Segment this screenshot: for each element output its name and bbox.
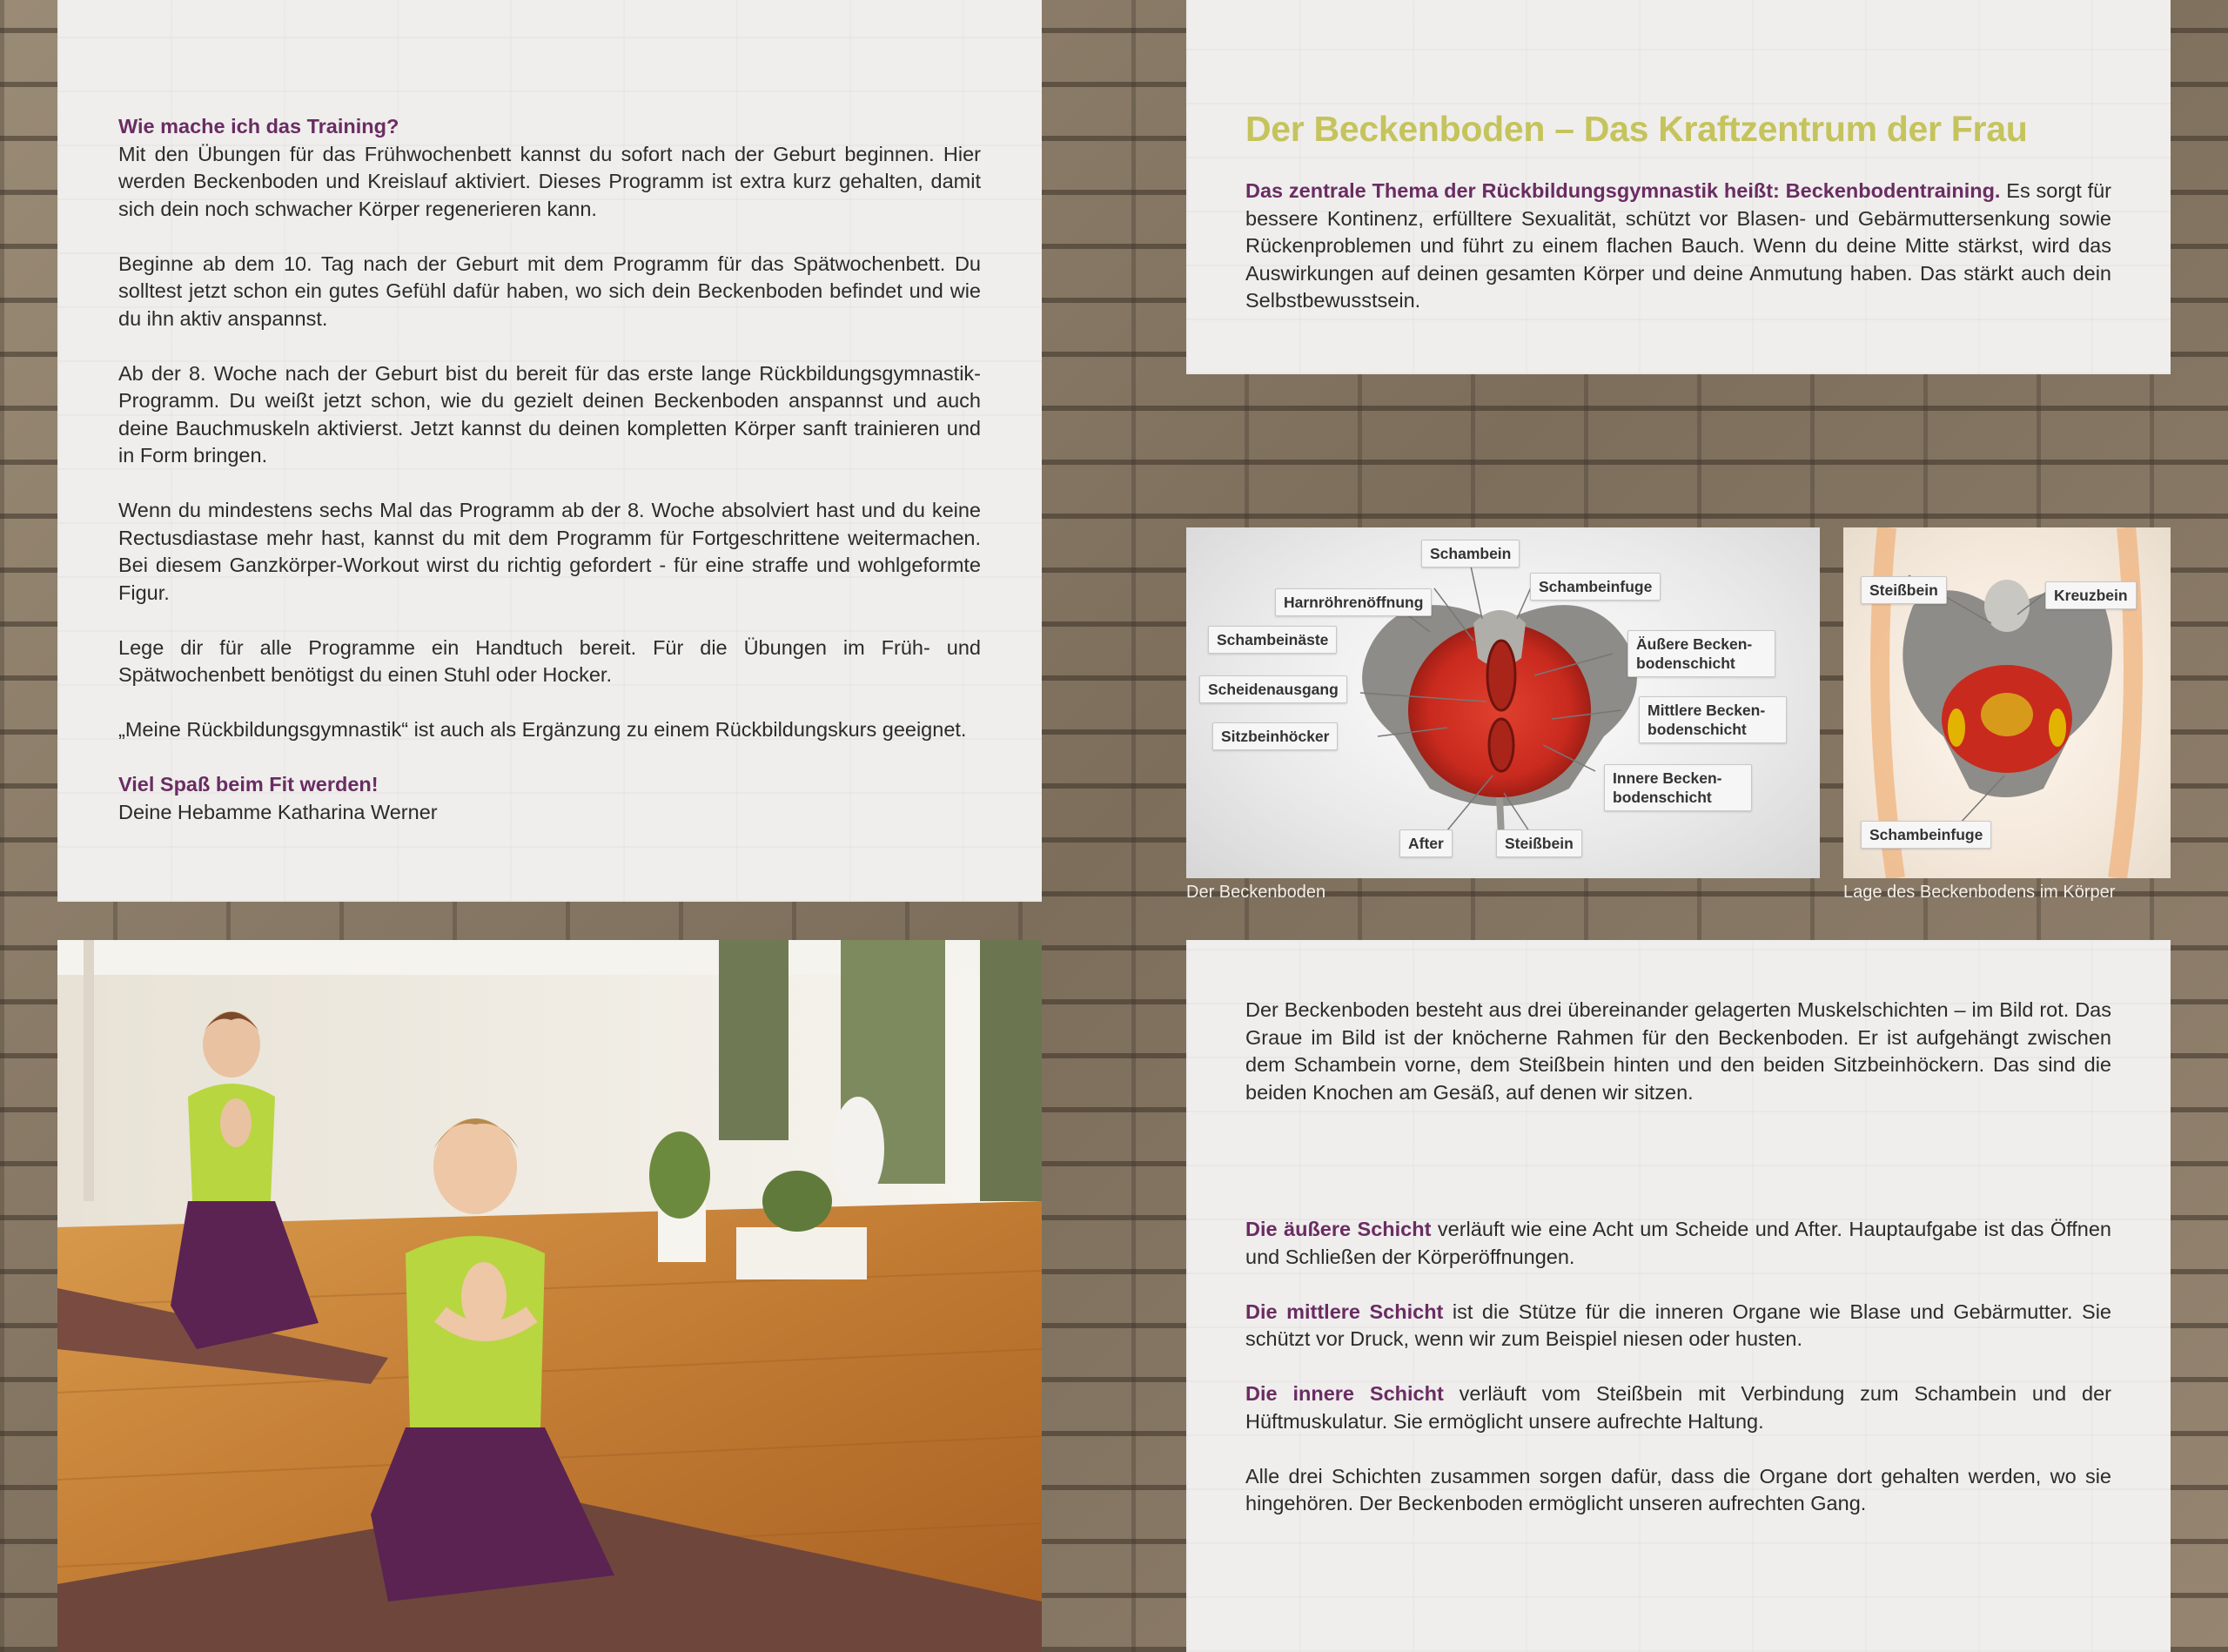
yoga-photo-illustration: [57, 940, 1042, 1652]
label-aeussere-schicht: Äußere Becken-bodenschicht: [1627, 630, 1775, 677]
intro-text-panel: [57, 0, 1042, 902]
pelvic-floor-diagram: [1186, 527, 1820, 878]
lead-text: Es sorgt für bessere Kontinenz, erfülltere Sexualität, schützt vor Blasen- und Gebärmuttersenkung sowie Rückenproblemen und führt zu einem flachen Bauch. Wenn du deine Mitte stärkst, wird das Auswirkungen auf deinen gesamten Körper und deine Anmutung haben. Das stärkt auch dein Selbstbewusstsein.: [1245, 179, 2111, 312]
label-after: After: [1399, 829, 1453, 857]
label-schambeinfuge-body: Schambeinfuge: [1861, 821, 1991, 849]
lead-sentence: Das zentrale Thema der Rückbildungsgymnastik heißt: Beckenbodentraining.: [1245, 179, 2001, 202]
layer-term: Die mittlere Schicht: [1245, 1299, 1444, 1323]
paragraph: Beginne ab dem 10. Tag nach der Geburt mit dem Programm für das Spätwochenbett. Du solltest jetzt schon ein gutes Gefühl dafür haben, wo sich dein Beckenboden befindet und wie du ihn aktiv anspannst.: [118, 252, 981, 330]
signature: Deine Hebamme Katharina Werner: [118, 800, 438, 823]
layer-term: Die äußere Schicht: [1245, 1218, 1432, 1240]
paragraph: Ab der 8. Woche nach der Geburt bist du bereit für das erste lange Rückbildungsgymnastik-Programm. Du weißt jetzt schon, wie du gezielt deinen Beckenboden anspannst und auch deine Bauchmuskeln aktivierst. Jetzt kannst du deinen kompletten Körper sanft trainieren und in Form bringen.: [118, 361, 981, 467]
layer-paragraph: [1245, 1299, 2111, 1353]
label-scheidenausgang: Scheidenausgang: [1199, 675, 1347, 703]
paragraph: „Meine Rückbildungsgymnastik“ ist auch als Ergänzung zu einem Rückbildungskurs geeignet.: [118, 718, 967, 741]
pelvis-in-body-diagram: [1843, 527, 2171, 878]
label-kreuzbein: Kreuzbein: [2045, 581, 2137, 609]
layer-paragraph: [1245, 1216, 2111, 1271]
layer-text: verläuft vom Steißbein mit Verbindung zum Schambein und der Hüftmuskulatur. Sie ermöglicht unsere aufrechte Haltung.: [1245, 1382, 2112, 1433]
intro-text: [118, 113, 981, 826]
label-steissbein: Steißbein: [1496, 829, 1582, 857]
layer-term: Die innere Schicht: [1245, 1382, 1444, 1405]
figure-caption: Der Beckenboden: [1186, 883, 1326, 902]
label-innere-schicht: Innere Becken-bodenschicht: [1604, 764, 1752, 811]
yoga-photo: [57, 940, 1042, 1652]
layer-paragraph: [1245, 1380, 2111, 1435]
label-schambeinfuge: Schambeinfuge: [1530, 573, 1661, 601]
label-mittlere-schicht: Mittlere Becken-bodenschicht: [1639, 696, 1787, 743]
paragraph: Lege dir für alle Programme ein Handtuch bereit. Für die Übungen im Früh- und Spätwochenbett benötigst du einen Stuhl oder Hocker.: [118, 635, 981, 686]
paragraph: Alle drei Schichten zusammen sorgen dafür, dass die Organe dort gehalten werden, wo sie hingehören. Der Beckenboden ermöglicht unseren aufrechten Gang.: [1245, 1464, 2111, 1514]
page-title: Der Beckenboden – Das Kraftzentrum der Frau: [1245, 109, 2028, 149]
paragraph: Der Beckenboden besteht aus drei übereinander gelagerten Muskelschichten – im Bild rot. Das Graue im Bild ist der knöcherne Rahmen für den Beckenboden. Er ist aufgehängt zwischen dem Schambein vorne, dem Steißbein hinten und den beiden Sitzbeinhöckern. Das sind die beiden Knochen am Gesäß, auf denen wir sitzen.: [1245, 998, 2111, 1104]
label-harnroehrenoeffnung: Harnröhrenöffnung: [1275, 588, 1432, 616]
beckenboden-intro-panel: [1186, 0, 2171, 374]
paragraph: Mit den Übungen für das Frühwochenbett kannst du sofort nach der Geburt beginnen. Hier werden Beckenboden und Kreislauf aktiviert. Dieses Programm ist extra kurz gehalten, damit sich dein noch schwacher Körper regenerieren kann.: [118, 142, 981, 220]
label-sitzbeinhoecker: Sitzbeinhöcker: [1212, 722, 1338, 750]
label-schambein: Schambein: [1421, 540, 1520, 567]
figure-caption: Lage des Beckenbodens im Körper: [1843, 883, 2116, 902]
closing-line: Viel Spaß beim Fit werden!: [118, 773, 379, 796]
paragraph: Wenn du mindestens sechs Mal das Programm ab der 8. Woche absolviert hast und du keine Rectusdiastase mehr hast, kannst du mit dem Programm für Fortgeschrittene weitermachen. Bei diesem Ganzkörper-Workout wirst du richtig gefordert - für eine straffe und wohlgeformte Figur.: [118, 499, 981, 604]
layers-text: [1245, 997, 2111, 1518]
layers-text-panel: [1186, 940, 2171, 1652]
layer-text: ist die Stütze für die inneren Organe wie Blase und Gebärmutter. Sie schützt vor Druck, wenn wir zum Beispiel niesen oder husten.: [1245, 1299, 2111, 1350]
intro-paragraph: [1245, 178, 2111, 315]
section-heading: Wie mache ich das Training?: [118, 115, 399, 138]
label-steissbein-body: Steißbein: [1861, 576, 1947, 604]
label-schambeinaeste: Schambeinäste: [1208, 626, 1337, 654]
layer-text: verläuft wie eine Acht um Scheide und After. Hauptaufgabe ist das Öffnen und Schließen der Körperöffnungen.: [1245, 1218, 2111, 1268]
